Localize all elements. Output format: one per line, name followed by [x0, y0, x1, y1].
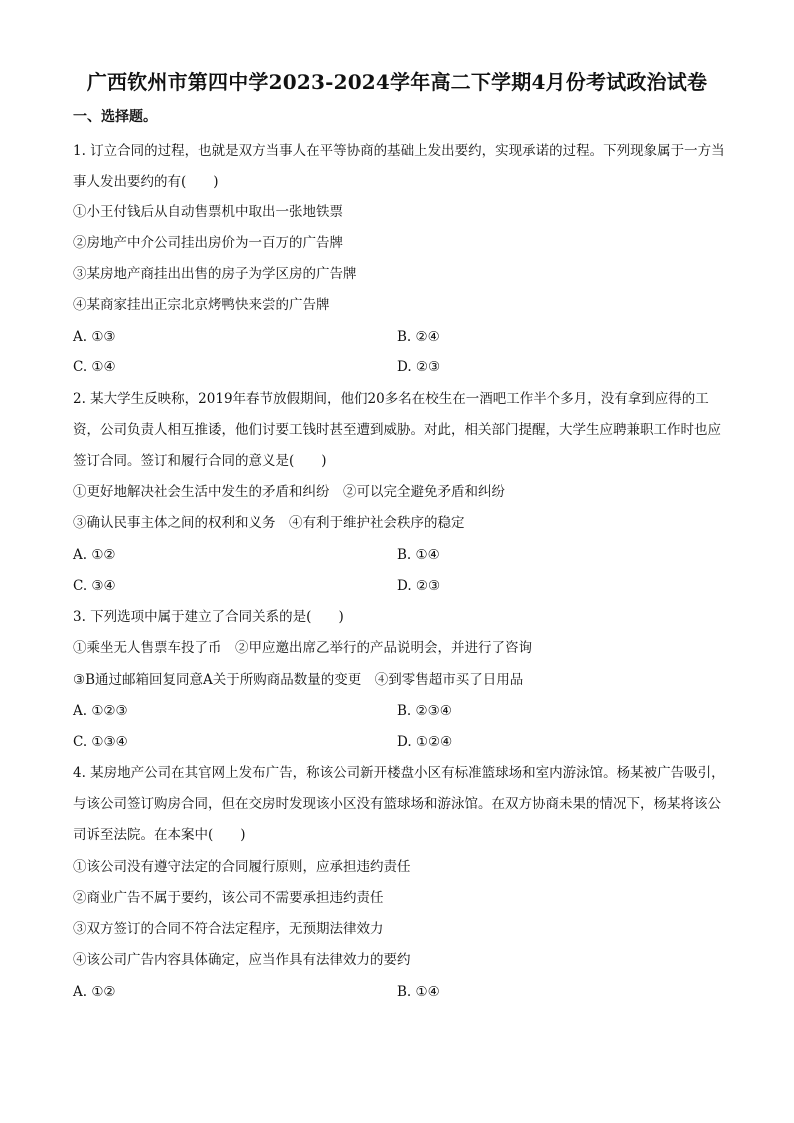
question-4-item-4: ④该公司广告内容具体确定，应当作具有法律效力的要约	[73, 952, 411, 968]
question-4-option-a[interactable]: A. ①②	[73, 984, 116, 1000]
question-1-item-3: ③某房地产商挂出出售的房子为学区房的广告牌	[73, 266, 357, 282]
question-3-item-1: ①乘坐无人售票车投了币 ②甲应邀出席乙举行的产品说明会，并进行了咨询	[73, 640, 532, 656]
question-1-option-a[interactable]: A. ①③	[73, 329, 116, 345]
question-1-option-d[interactable]: D. ②③	[397, 359, 441, 375]
question-4-option-b[interactable]: B. ①④	[397, 984, 440, 1000]
question-1-stem: 1. 订立合同的过程，也就是双方当事人在平等协商的基础上发出要约，实现承诺的过程。下列现象属于一方当事人发出要约的有( )	[73, 143, 725, 190]
question-2-option-b[interactable]: B. ①④	[397, 547, 440, 563]
question-3-option-b[interactable]: B. ②③④	[397, 703, 452, 719]
question-3-option-a[interactable]: A. ①②③	[73, 703, 128, 719]
question-1-item-4: ④某商家挂出正宗北京烤鸭快来尝的广告牌	[73, 297, 330, 313]
question-2-stem: 2. 某大学生反映称，2019年春节放假期间，他们20多名在校生在一酒吧工作半个多月，没有拿到应得的工资，公司负责人相互推诿，他们讨要工钱时甚至遭到威胁。对此，相关部门提醒，大学生应聘兼职工作时也应签订合同。签订和履行合同的意义是( )	[73, 391, 721, 469]
question-2-option-d[interactable]: D. ②③	[397, 578, 441, 594]
question-1-option-c[interactable]: C. ①④	[73, 359, 116, 375]
question-2-option-a[interactable]: A. ①②	[73, 547, 116, 563]
exam-title: 广西钦州市第四中学2023-2024学年高二下学期4月份考试政治试卷	[86, 70, 708, 94]
question-1-item-1: ①小王付钱后从自动售票机中取出一张地铁票	[73, 204, 343, 220]
question-2-option-c[interactable]: C. ③④	[73, 578, 116, 594]
question-2-item-2: ③确认民事主体之间的权利和义务 ④有利于维护社会秩序的稳定	[73, 515, 465, 531]
question-1-option-b[interactable]: B. ②④	[397, 329, 440, 345]
question-4-item-1: ①该公司没有遵守法定的合同履行原则，应承担违约责任	[73, 859, 411, 875]
question-1-item-2: ②房地产中介公司挂出房价为一百万的广告牌	[73, 235, 343, 251]
question-4-stem: 4. 某房地产公司在其官网上发布广告，称该公司新开楼盘小区有标准篮球场和室内游泳馆。杨某被广告吸引，与该公司签订购房合同，但在交房时发现该小区没有篮球场和游泳馆。在双方协商未果的情况下，杨某将该公司诉至法院。在本案中( )	[73, 765, 725, 843]
question-2-item-1: ①更好地解决社会生活中发生的矛盾和纠纷 ②可以完全避免矛盾和纠纷	[73, 484, 505, 500]
question-3-option-c[interactable]: C. ①③④	[73, 734, 128, 750]
question-3-item-2: ③B通过邮箱回复同意A关于所购商品数量的变更 ④到零售超市买了日用品	[73, 672, 524, 688]
question-3-option-d[interactable]: D. ①②④	[397, 734, 453, 750]
question-4-item-3: ③双方签订的合同不符合法定程序，无预期法律效力	[73, 921, 384, 937]
section-heading: 一、选择题。	[73, 109, 157, 125]
question-3-stem: 3. 下列选项中属于建立了合同关系的是( )	[73, 609, 344, 625]
question-4-item-2: ②商业广告不属于要约，该公司不需要承担违约责任	[73, 890, 384, 906]
